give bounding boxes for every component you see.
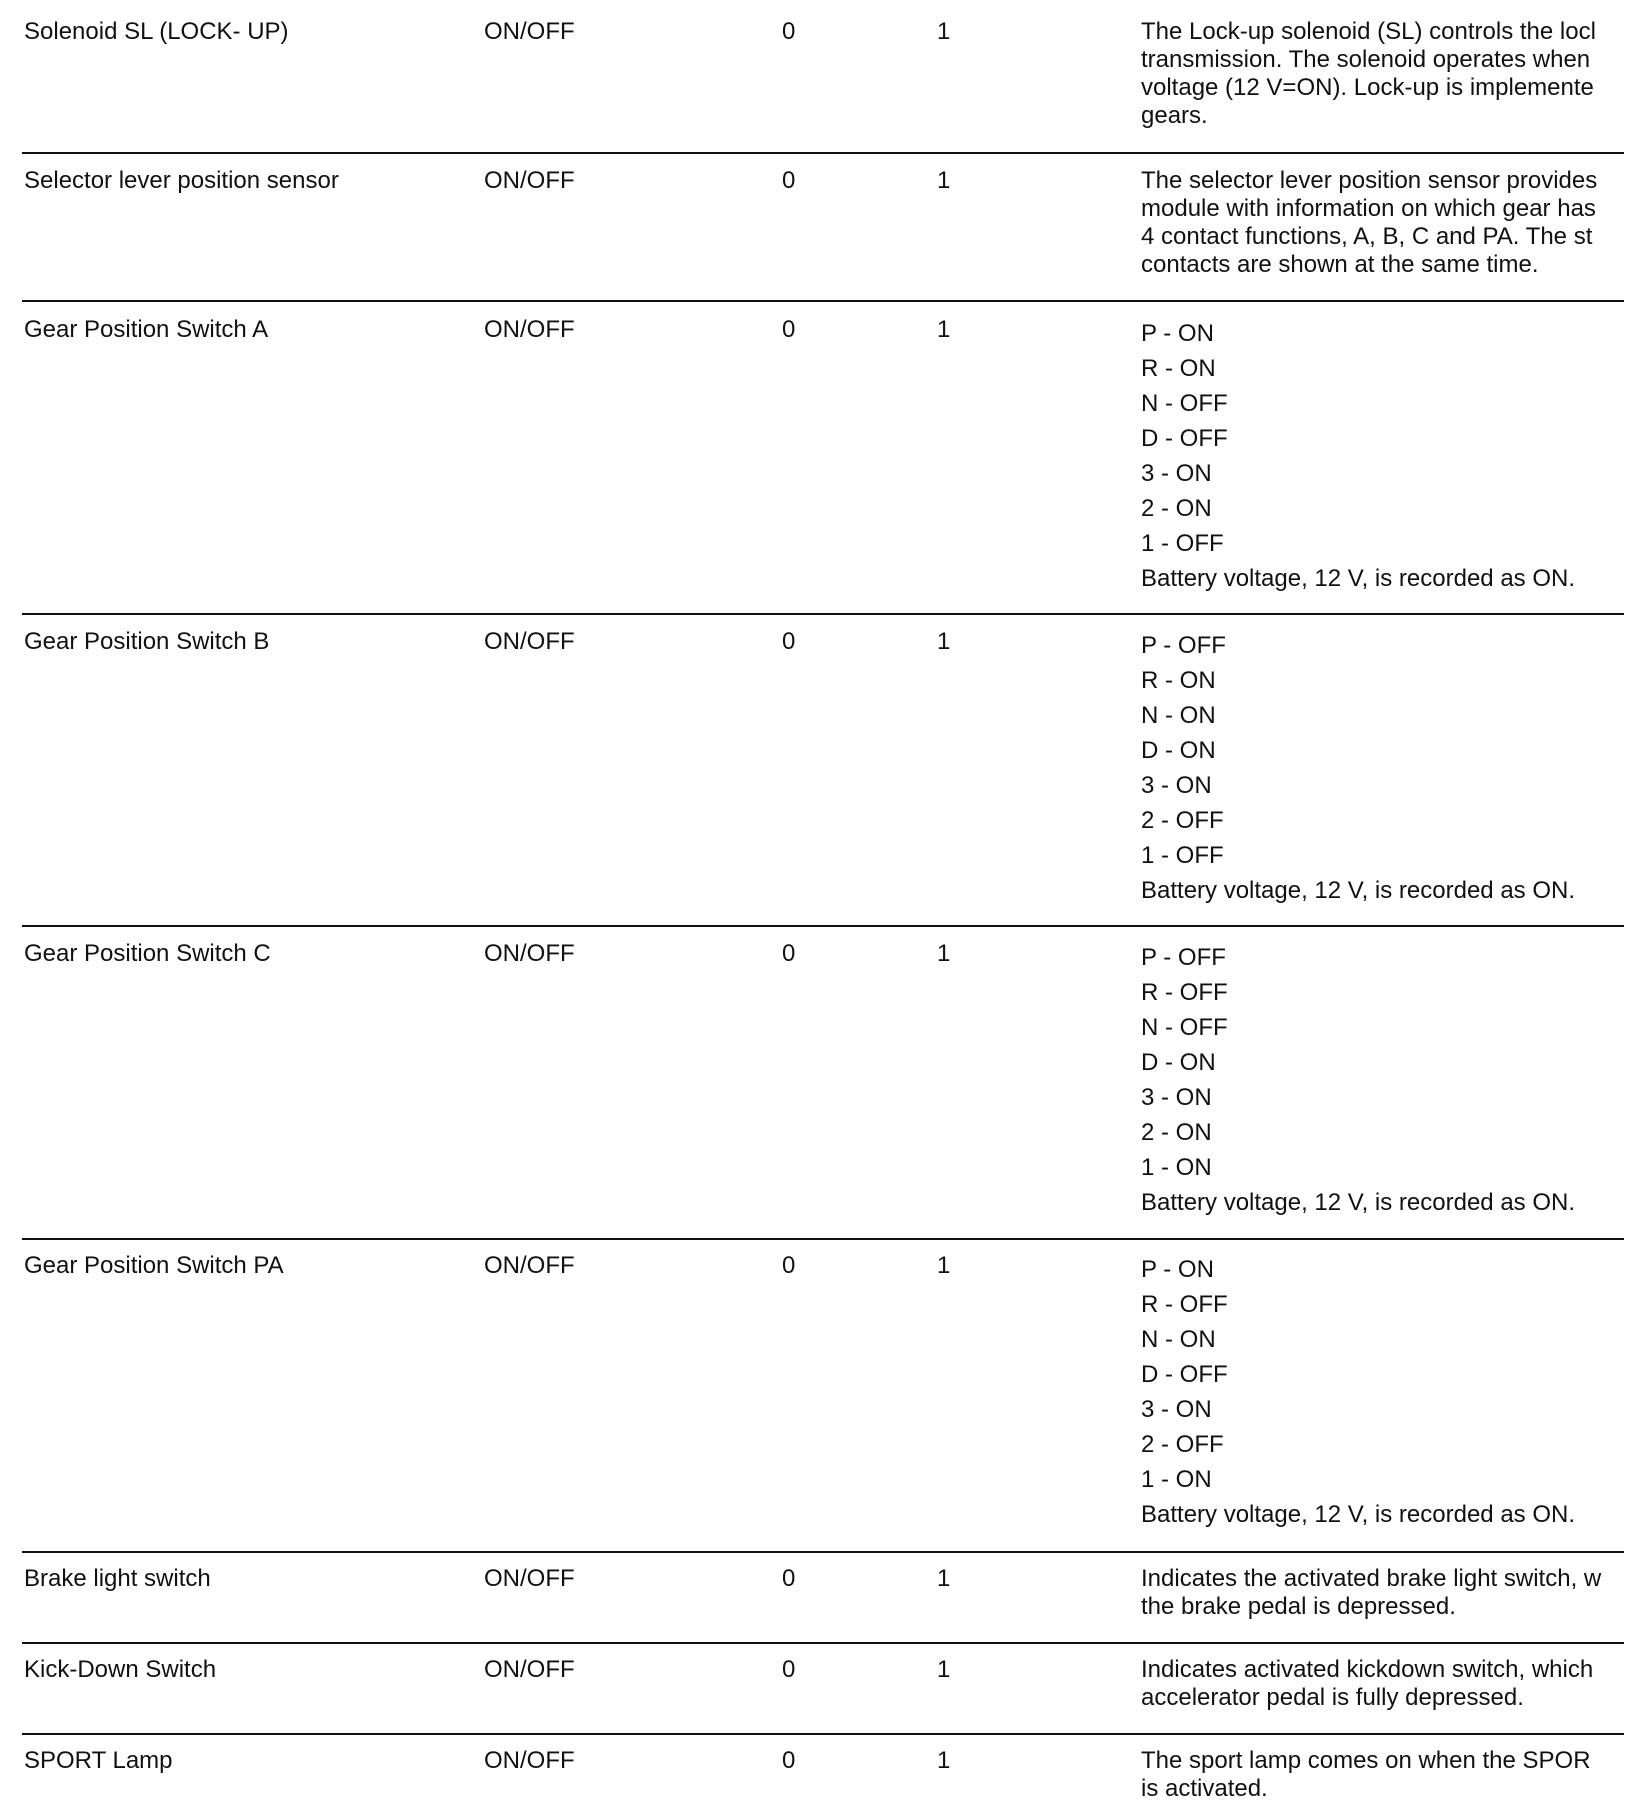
description-line: 2 - OFF: [1141, 807, 1224, 834]
description-line: voltage (12 V=ON). Lock-up is implemente: [1141, 74, 1594, 101]
description-line: contacts are shown at the same time.: [1141, 251, 1539, 278]
description-line: transmission. The solenoid operates when: [1141, 46, 1591, 73]
description-cell: [1141, 316, 1625, 596]
row-divider: [22, 1551, 1624, 1553]
description-line: Indicates activated kickdown switch, which: [1141, 1656, 1594, 1683]
parameter-name: Gear Position Switch A: [24, 316, 269, 343]
description-line: 2 - ON: [1141, 1119, 1212, 1146]
min-value-cell: 0: [782, 18, 796, 45]
description-line: 2 - OFF: [1141, 1431, 1224, 1458]
description-line: R - OFF: [1141, 979, 1228, 1006]
min-value-cell: 0: [782, 628, 796, 655]
row-divider: [22, 152, 1624, 154]
description-line: 1 - ON: [1141, 1154, 1212, 1181]
min-value-cell: 0: [782, 167, 796, 194]
description-line: D - OFF: [1141, 1361, 1228, 1388]
description-line: R - OFF: [1141, 1291, 1228, 1318]
description-cell: [1141, 1747, 1625, 1803]
description-line: gears.: [1141, 102, 1208, 129]
max-value-cell: 1: [937, 18, 951, 45]
description-line: Battery voltage, 12 V, is recorded as ON.: [1141, 877, 1576, 904]
parameter-name: Brake light switch: [24, 1565, 211, 1592]
max-value-cell: 1: [937, 940, 951, 967]
unit-cell: ON/OFF: [484, 628, 575, 655]
parameter-name: Gear Position Switch C: [24, 940, 271, 967]
description-line: 1 - ON: [1141, 1466, 1212, 1493]
row-divider: [22, 613, 1624, 615]
unit-cell: ON/OFF: [484, 1747, 575, 1774]
max-value-cell: 1: [937, 1747, 951, 1774]
max-value-cell: 1: [937, 1656, 951, 1683]
min-value-cell: 0: [782, 940, 796, 967]
description-line: P - OFF: [1141, 632, 1226, 659]
unit-cell: ON/OFF: [484, 940, 575, 967]
parameter-name: Solenoid SL (LOCK- UP): [24, 18, 289, 45]
description-line: P - ON: [1141, 320, 1214, 347]
description-line: N - ON: [1141, 1326, 1216, 1353]
min-value-cell: 0: [782, 316, 796, 343]
description-cell: [1141, 167, 1625, 279]
min-value-cell: 0: [782, 1252, 796, 1279]
unit-cell: ON/OFF: [484, 1252, 575, 1279]
min-value-cell: 0: [782, 1656, 796, 1683]
description-line: The Lock-up solenoid (SL) controls the locl: [1141, 18, 1596, 45]
description-line: Battery voltage, 12 V, is recorded as ON.: [1141, 1189, 1576, 1216]
parameter-name: Gear Position Switch PA: [24, 1252, 284, 1279]
description-line: 3 - ON: [1141, 1084, 1212, 1111]
description-line: 3 - ON: [1141, 460, 1212, 487]
description-cell: [1141, 1252, 1625, 1532]
description-line: is activated.: [1141, 1775, 1268, 1802]
max-value-cell: 1: [937, 316, 951, 343]
description-line: D - OFF: [1141, 425, 1228, 452]
description-line: the brake pedal is depressed.: [1141, 1593, 1456, 1620]
description-line: Indicates the activated brake light switch, w: [1141, 1565, 1602, 1592]
row-divider: [22, 925, 1624, 927]
row-divider: [22, 300, 1624, 302]
description-line: 3 - ON: [1141, 1396, 1212, 1423]
description-line: The sport lamp comes on when the SPOR: [1141, 1747, 1591, 1774]
description-line: R - ON: [1141, 667, 1216, 694]
description-line: 2 - ON: [1141, 495, 1212, 522]
description-line: D - ON: [1141, 737, 1216, 764]
description-line: 3 - ON: [1141, 772, 1212, 799]
description-line: module with information on which gear has: [1141, 195, 1596, 222]
description-cell: [1141, 1656, 1625, 1712]
max-value-cell: 1: [937, 1565, 951, 1592]
min-value-cell: 0: [782, 1565, 796, 1592]
unit-cell: ON/OFF: [484, 1565, 575, 1592]
max-value-cell: 1: [937, 1252, 951, 1279]
unit-cell: ON/OFF: [484, 1656, 575, 1683]
description-line: D - ON: [1141, 1049, 1216, 1076]
description-line: P - ON: [1141, 1256, 1214, 1283]
description-cell: [1141, 18, 1625, 130]
description-line: N - OFF: [1141, 390, 1228, 417]
description-line: The selector lever position sensor provides: [1141, 167, 1598, 194]
description-line: N - OFF: [1141, 1014, 1228, 1041]
parameter-name: Kick-Down Switch: [24, 1656, 217, 1683]
description-line: Battery voltage, 12 V, is recorded as ON.: [1141, 1501, 1576, 1528]
description-cell: [1141, 940, 1625, 1220]
description-line: accelerator pedal is fully depressed.: [1141, 1684, 1524, 1711]
description-line: P - OFF: [1141, 944, 1226, 971]
row-divider: [22, 1238, 1624, 1240]
unit-cell: ON/OFF: [484, 18, 575, 45]
description-line: 4 contact functions, A, B, C and PA. The st: [1141, 223, 1593, 250]
parameter-name: SPORT Lamp: [24, 1747, 173, 1774]
parameter-name: Selector lever position sensor: [24, 167, 339, 194]
description-line: 1 - OFF: [1141, 842, 1224, 869]
description-cell: [1141, 1565, 1625, 1621]
unit-cell: ON/OFF: [484, 316, 575, 343]
parameter-name: Gear Position Switch B: [24, 628, 270, 655]
description-line: R - ON: [1141, 355, 1216, 382]
description-line: Battery voltage, 12 V, is recorded as ON.: [1141, 565, 1576, 592]
max-value-cell: 1: [937, 628, 951, 655]
description-line: N - ON: [1141, 702, 1216, 729]
row-divider: [22, 1642, 1624, 1644]
description-line: 1 - OFF: [1141, 530, 1224, 557]
description-cell: [1141, 628, 1625, 908]
unit-cell: ON/OFF: [484, 167, 575, 194]
min-value-cell: 0: [782, 1747, 796, 1774]
row-divider: [22, 1733, 1624, 1735]
max-value-cell: 1: [937, 167, 951, 194]
